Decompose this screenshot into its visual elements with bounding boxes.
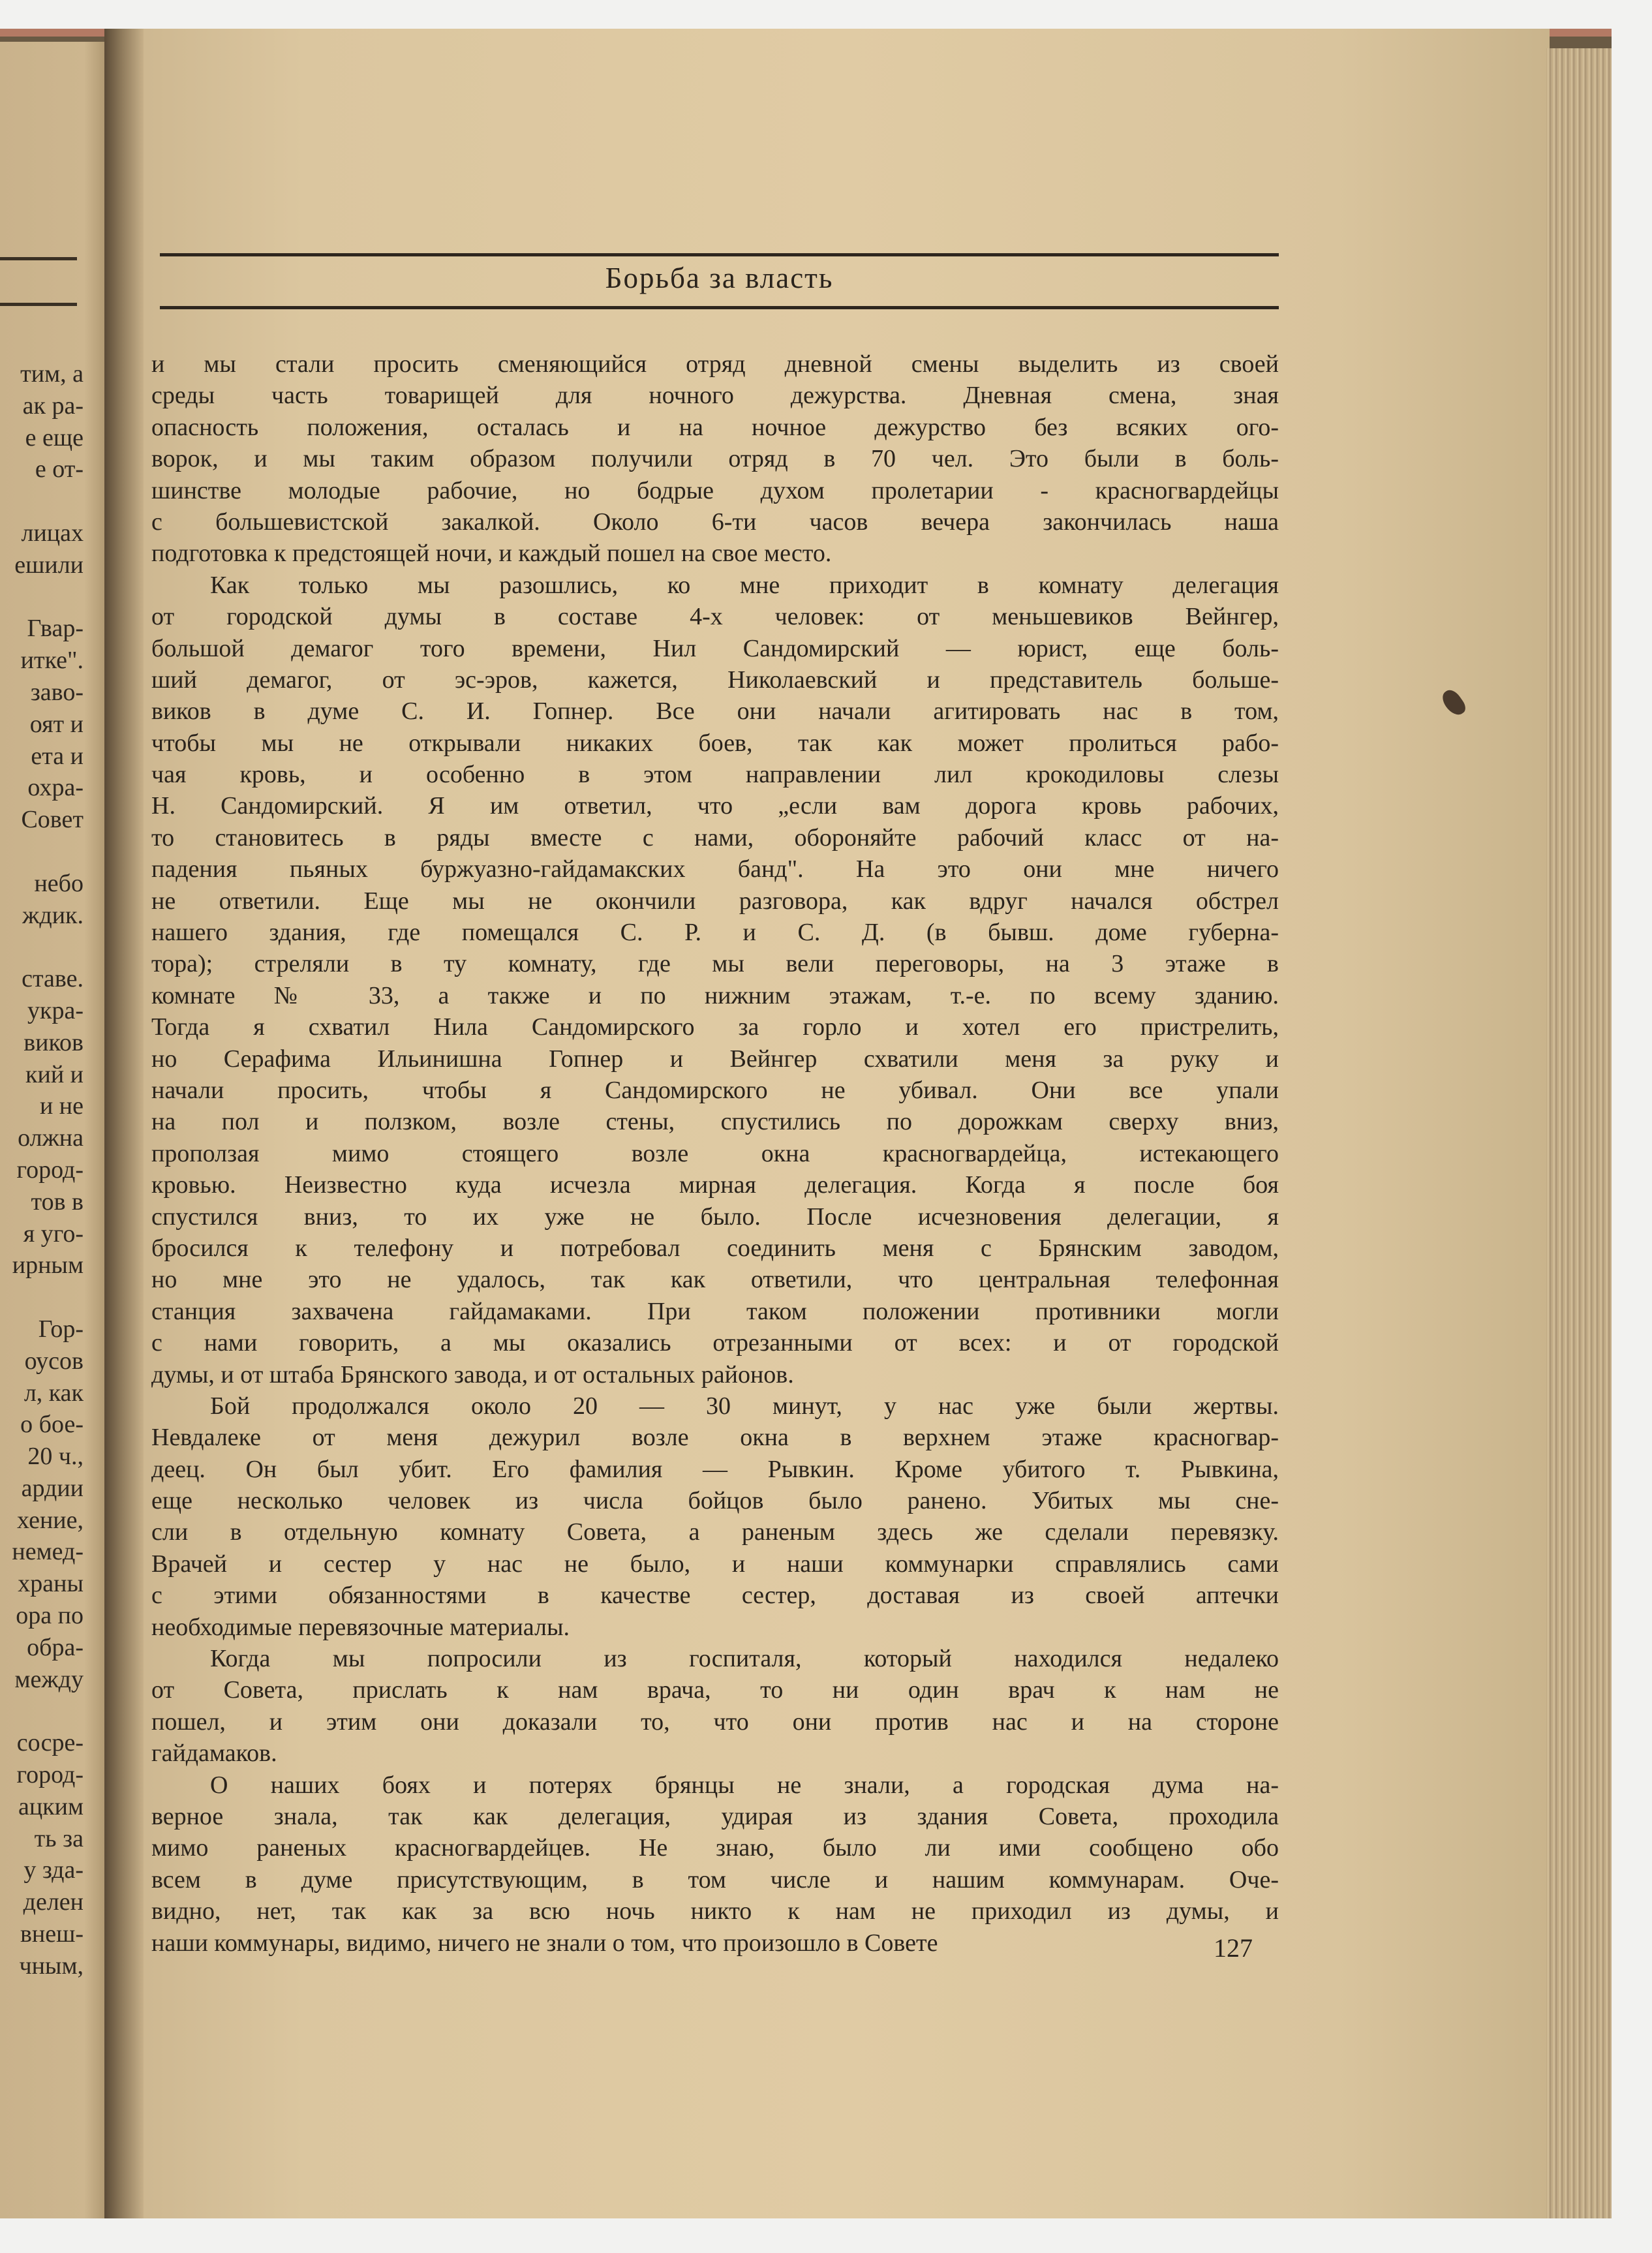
left-page-fragment: кий и [25,1060,84,1088]
left-page-fragment: е от- [35,455,84,483]
left-page-fragment: Гор- [38,1315,84,1343]
text-line: гайдамаков. [151,1740,277,1768]
left-page-fragment: ирным [12,1251,84,1280]
left-page-fragment: делен [23,1888,84,1916]
text-line: пошел, и этим они доказали то, что они против нас и на стороне [151,1708,1279,1736]
text-line: но Серафима Ильинишна Гопнер и Вейнгер схватили меня за руку и [151,1045,1279,1073]
text-line: всем в думе присутствующим, в том числе и нашим коммунарам. Оче- [151,1865,1279,1893]
left-page-fragment: итке". [20,647,84,675]
text-line: мимо раненых красногвардейцев. Не знаю, было ли ими сообщено обо [151,1834,1279,1862]
left-page-fragment [0,931,84,963]
text-line: ворок, и мы таким образом получили отряд в 70 чел. Это были в боль- [151,445,1279,473]
left-page-fragment [0,485,84,517]
paragraph [151,1770,1279,1959]
text-line: проползая мимо стоящего возле окна красногвардейца, истекающего [151,1139,1279,1167]
text-line: Врачей и сестер у нас не было, и наши коммунарки справлялись сами [151,1550,1279,1578]
text-line: начали просить, чтобы я Сандомирского не убивал. Они все упали [151,1076,1279,1104]
left-page-fragment: ждик. [22,901,84,929]
left-page-fragment: сосре- [16,1729,84,1757]
paragraph [151,348,1279,570]
page-number: 127 [1214,1933,1253,1963]
text-line: думы, и от штаба Брянского завода, и от остальных районов. [151,1360,794,1388]
left-page-fragment: ешили [14,551,84,579]
text-line: шинстве молодые рабочие, но бодрые духом пролетарии - красногвардейцы [151,476,1279,504]
text-line: кровью. Неизвестно куда исчезла мирная делегация. Когда я после боя [151,1171,1279,1199]
text-line: комнате № 33, а также и по нижним этажам, т.-е. по всему зданию. [151,981,1279,1009]
text-line: Когда мы попросили из госпиталя, который находился недалеко [210,1645,1279,1673]
text-line: с большевистской закалкой. Около 6-ти часов вечера закончилась наша [151,508,1279,536]
left-page-fragment: обра- [27,1633,84,1661]
left-page-fragment: храны [18,1570,84,1598]
text-line: еще несколько человек из числа бойцов было ранено. Убитых мы сне- [151,1487,1279,1515]
left-page-text-fragments [0,358,84,1982]
left-page-fragment: Гвар- [27,615,84,643]
text-line: на пол и ползком, возле стены, спустились по дорожкам сверху вниз, [151,1108,1279,1136]
header-rule-top [160,253,1279,256]
text-line: О наших боях и потерях брянцы не знали, а городская дума на- [210,1771,1279,1799]
left-page-fragment: тов в [31,1188,84,1216]
left-page-fragment: ак ра- [22,391,84,420]
left-page-fragment: л, как [23,1379,84,1407]
text-line: опасность положения, осталась и на ночное дежурство без всяких ого- [151,413,1279,441]
left-page-fragment: немед- [12,1538,84,1566]
text-line: не ответили. Еще мы не окончили разговора, как вдруг начался обстрел [151,887,1279,915]
text-line: видно, нет, так как за всю ночь никто к нам не приходил из думы, и [151,1897,1279,1925]
left-page-fragment: 20 ч., [27,1443,84,1471]
text-line: чая кровь, и особенно в этом направлении лил крокодиловы слезы [151,761,1279,789]
left-page [0,42,121,2218]
left-page-fragment: Совет [21,806,84,834]
text-line: ший демагог, от эс-эров, кажется, Николаевский и представитель больше- [151,666,1279,694]
body-text [151,348,1279,1959]
left-page-fragment: заво- [30,678,84,706]
left-page-rule [0,303,77,306]
left-page-fragment: о бое- [20,1411,84,1439]
text-line: необходимые перевязочные материалы. [151,1613,570,1641]
left-page-fragment: оусов [24,1347,84,1375]
left-page-fragment: у зда- [23,1856,84,1884]
text-line: от городской думы в составе 4-х человек: от меньшевиков Вейнгер, [151,603,1279,631]
text-line: но мне это не удалось, так как ответили, что центральная телефонная [151,1266,1279,1294]
left-page-fragment: и не [39,1092,84,1120]
left-page-fragment: чным, [19,1952,84,1980]
left-page-fragment [0,581,84,613]
text-line: Тогда я схватил Нила Сандомирского за горло и хотел его пристрелить, [151,1013,1279,1041]
left-page-fragment: я уго- [23,1219,84,1248]
left-page-fragment: ета и [31,742,84,770]
left-page-fragment: укра- [27,996,84,1024]
left-page-fragment: город- [16,1156,84,1184]
text-line: наши коммунары, видимо, ничего не знали о том, что произошло в Совете [151,1929,938,1957]
left-page-fragment [0,1695,84,1727]
left-page-fragment: ацким [18,1792,84,1820]
text-line: Н. Сандомирский. Я им ответил, что „если вам дорога кровь рабочих, [151,792,1279,820]
left-page-fragment: лицах [21,519,84,547]
text-line: деец. Он был убит. Его фамилия — Рывкин. Кроме убитого т. Рывкина, [151,1455,1279,1483]
left-page-fragment: тим, а [20,360,84,388]
left-page-fragment: город- [16,1761,84,1789]
text-line: и мы стали просить сменяющийся отряд дневной смены выделить из своей [151,350,1279,378]
text-line: подготовка к предстоящей ночи, и каждый пошел на свое место. [151,540,832,568]
left-page-fragment: олжна [18,1124,84,1152]
left-page-fragment: оят и [29,710,84,738]
left-page-fragment: хение, [17,1506,84,1534]
left-page-fragment: охра- [27,774,84,802]
text-line: Бой продолжался около 20 — 30 минут, у нас уже были жертвы. [210,1392,1279,1420]
book-scan [0,29,1612,2218]
book-gutter [104,29,144,2218]
text-line: то становитесь в ряды вместе с нами, обороняйте рабочий класс от на- [151,823,1279,851]
header-rule-bottom [160,306,1279,309]
left-page-fragment: виков [23,1028,84,1056]
text-line: верное знала, так как делегация, удирая из здания Совета, проходила [151,1802,1279,1830]
text-line: нашего здания, где помещался С. Р. и С. Д. (в бывш. доме губерна- [151,919,1279,947]
paragraph [151,1643,1279,1770]
text-line: спустился вниз, то их уже не было. После исчезновения делегации, я [151,1203,1279,1231]
text-line: среды часть товарищей для ночного дежурства. Дневная смена, зная [151,382,1279,410]
left-page-fragment [0,1281,84,1313]
page-edges [1546,48,1612,2218]
text-line: чтобы мы не открывали никаких боев, так как может пролиться рабо- [151,729,1279,757]
text-line: с этими обязанностями в качестве сестер, доставая из своей аптечки [151,1582,1279,1610]
text-line: тора); стреляли в ту комнату, где мы вели переговоры, на 3 этаже в [151,950,1279,978]
text-line: станция захвачена гайдамаками. При таком положении противники могли [151,1297,1279,1325]
text-line: падения пьяных буржуазно-гайдамакских банд". На это они мне ничего [151,855,1279,883]
left-page-fragment: ставе. [22,965,84,993]
text-line: от Совета, прислать к нам врача, то ни один врач к нам не [151,1676,1279,1704]
paragraph [151,570,1279,1390]
text-line: виков в думе С. И. Гопнер. Все они начали агитировать нас в том, [151,697,1279,726]
text-line: с нами говорить, а мы оказались отрезанными от всех: и от городской [151,1329,1279,1357]
left-page-fragment [0,836,84,868]
left-page-fragment: ть за [34,1824,84,1852]
left-page-fragment: ора по [16,1602,84,1630]
left-page-fragment: е еще [25,423,84,452]
left-page-rule [0,257,77,260]
paragraph [151,1390,1279,1643]
left-page-fragment: внеш- [20,1920,84,1948]
running-head: Борьба за власть [605,262,834,294]
left-page-fragment: ардии [21,1474,84,1502]
text-line: большой демагог того времени, Нил Сандомирский — юрист, еще боль- [151,634,1279,662]
text-line: бросился к телефону и потребовал соединить меня с Брянским заводом, [151,1234,1279,1262]
text-line: Как только мы разошлись, ко мне приходит в комнату делегация [210,571,1279,599]
left-page-fragment: небо [34,869,84,897]
text-line: сли в отдельную комнату Совета, а раненым здесь же сделали перевязку. [151,1518,1279,1546]
text-line: Невдалеке от меня дежурил возле окна в верхнем этаже красногвар- [151,1424,1279,1452]
left-page-fragment: между [14,1665,84,1693]
